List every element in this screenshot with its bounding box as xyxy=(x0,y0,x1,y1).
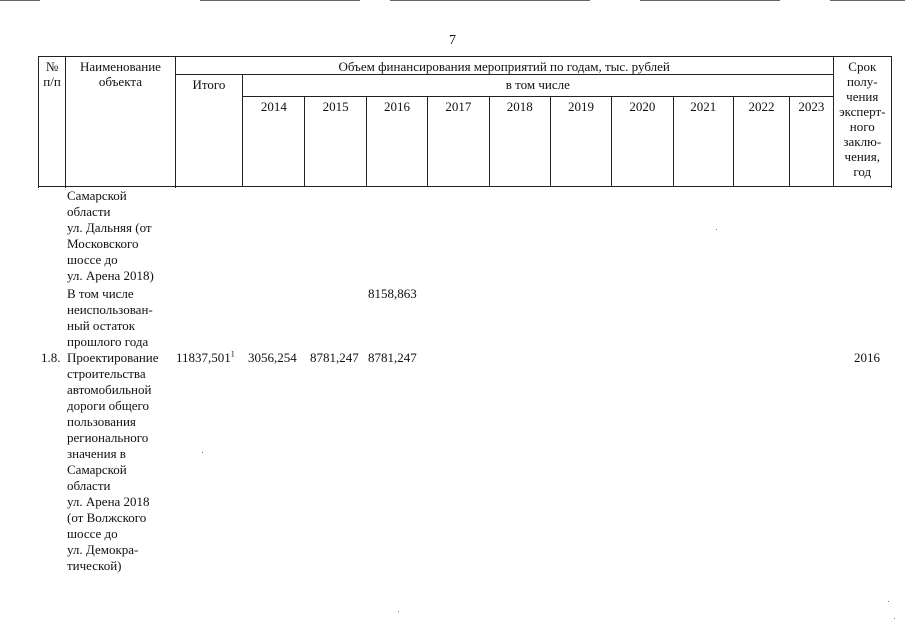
scan-speck xyxy=(202,452,203,453)
header-total: Итого xyxy=(175,75,242,187)
header-num xyxy=(39,57,66,187)
row-number: 1.8. xyxy=(41,350,61,365)
cell-total xyxy=(176,350,235,366)
header-deadline-line: Срок xyxy=(848,59,877,74)
row-name-line: ный остаток xyxy=(67,318,136,333)
row-name-line: неиспользован- xyxy=(67,302,153,317)
row-name-line: области xyxy=(67,204,111,219)
financing-table-header xyxy=(38,56,892,187)
header-num-line: № xyxy=(45,59,59,74)
header-year: 2020 xyxy=(612,97,673,187)
header-num-line: п/п xyxy=(43,74,61,89)
header-year: 2015 xyxy=(305,97,366,187)
scan-line xyxy=(0,0,40,1)
scan-speck xyxy=(894,618,895,619)
row-name-line: ул. Арена 2018) xyxy=(67,268,154,283)
row-name-line: ул. Арена 2018 xyxy=(67,494,150,509)
row-name-line: Проектирование xyxy=(67,350,159,365)
footnote-mark: 1 xyxy=(230,349,235,359)
header-deadline-line: ного xyxy=(849,119,875,134)
header-deadline xyxy=(833,57,891,187)
row-name-line: шоссе до xyxy=(67,526,118,541)
row-name-line: пользования xyxy=(67,414,136,429)
row-name-line: Самарской xyxy=(67,462,127,477)
header-year: 2018 xyxy=(489,97,550,187)
header-year: 2014 xyxy=(243,97,305,187)
cell-deadline: 2016 xyxy=(854,350,880,365)
page-number: 7 xyxy=(449,33,456,48)
row-name-line: регионального xyxy=(67,430,149,445)
scan-speck xyxy=(888,601,889,602)
header-name-line: объекта xyxy=(98,74,142,89)
cell-2014: 3056,254 xyxy=(248,350,297,365)
header-deadline-line: эксперт- xyxy=(839,104,886,119)
header-name-line: Наименование xyxy=(79,59,161,74)
row-name-line: ул. Дальняя (от xyxy=(67,220,152,235)
scan-line xyxy=(200,0,360,1)
row-name-line: шоссе до xyxy=(67,252,118,267)
row-name-line: автомобильной xyxy=(67,382,152,397)
row-name-line: области xyxy=(67,478,111,493)
cell-2015: 8781,247 xyxy=(310,350,359,365)
scan-speck xyxy=(716,229,717,230)
header-deadline-line: заклю- xyxy=(843,134,882,149)
row-name-line: строительства xyxy=(67,366,146,381)
header-name xyxy=(66,57,176,187)
scan-line xyxy=(390,0,590,1)
header-deadline-line: чения, xyxy=(844,149,880,164)
row-name-line: В том числе xyxy=(67,286,134,301)
header-deadline-line: год xyxy=(853,164,872,179)
row-name-line: (от Волжского xyxy=(67,510,147,525)
header-financing: Объем финансирования мероприятий по годам, тыс. рублей xyxy=(175,57,833,75)
cell-total-value: 11837,501 xyxy=(176,350,231,365)
header-year: 2019 xyxy=(550,97,611,187)
cell-2016: 8781,247 xyxy=(368,350,417,365)
header-year: 2017 xyxy=(428,97,489,187)
row-name-line: тической) xyxy=(67,558,122,573)
header-deadline-line: чения xyxy=(846,89,879,104)
header-year: 2016 xyxy=(366,97,427,187)
row-name-line: значения в xyxy=(67,446,126,461)
row-name-line: прошлого года xyxy=(67,334,149,349)
row-name-line: ул. Демокра- xyxy=(67,542,139,557)
row-name-line: Московского xyxy=(67,236,139,251)
header-year: 2023 xyxy=(790,97,833,187)
scan-line xyxy=(830,0,905,1)
row-name-line: Самарской xyxy=(67,188,127,203)
header-year: 2021 xyxy=(673,97,733,187)
header-including: в том числе xyxy=(243,75,833,97)
scan-line xyxy=(640,0,780,1)
scan-speck xyxy=(398,611,399,612)
header-deadline-line: полу- xyxy=(846,74,878,89)
cell-2016: 8158,863 xyxy=(368,286,417,301)
row-name-line: дороги общего xyxy=(67,398,150,413)
header-year: 2022 xyxy=(733,97,789,187)
